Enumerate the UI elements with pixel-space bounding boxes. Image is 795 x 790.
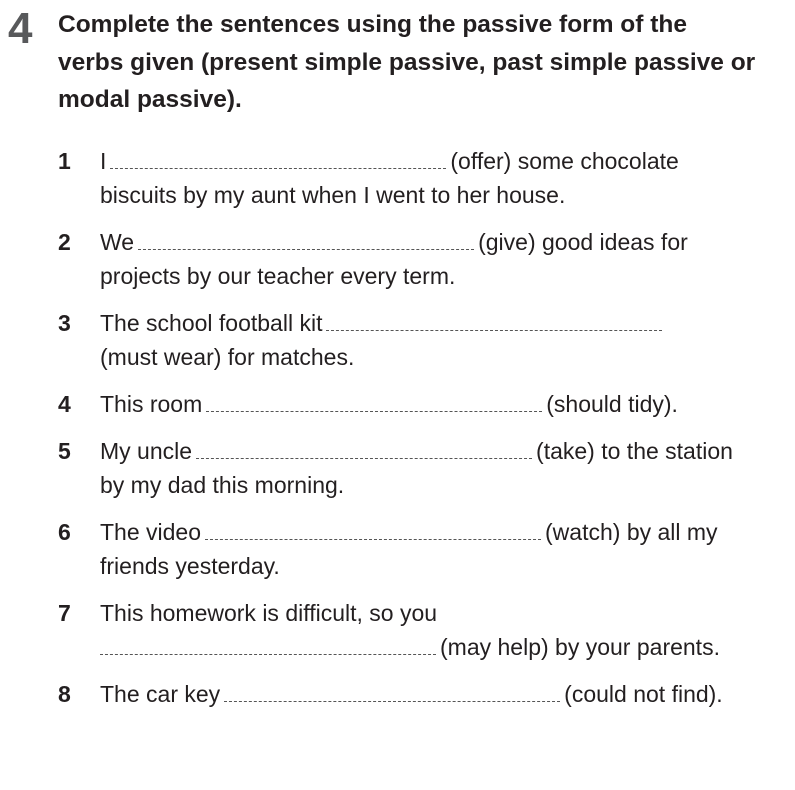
answer-blank[interactable]: [224, 681, 560, 702]
sentence-start: The school football kit: [100, 310, 323, 336]
list-item: [58, 306, 748, 374]
exercise-items: [58, 144, 758, 724]
verb-hint: (give): [478, 229, 536, 255]
verb-hint: (take): [536, 438, 595, 464]
answer-blank[interactable]: [100, 634, 436, 655]
sentence-start: The car key: [100, 681, 221, 707]
sentence-end: some chocolate biscuits by my aunt when I went to her house.: [100, 148, 679, 208]
item-number: 5: [58, 438, 71, 464]
item-number: 7: [58, 600, 71, 626]
exercise-number: 4: [8, 4, 33, 53]
sentence-start: My uncle: [100, 438, 193, 464]
item-number: 6: [58, 519, 71, 545]
answer-blank[interactable]: [205, 519, 541, 540]
sentence-end: to the station by my dad this morning.: [100, 438, 733, 498]
exercise-instruction: Complete the sentences using the passive form of the verbs given (present simple passive, past simple passive or modal passive).: [58, 11, 756, 113]
sentence-start: This room: [100, 391, 203, 417]
verb-hint: (watch): [545, 519, 621, 545]
answer-blank[interactable]: [138, 229, 474, 250]
list-item: [58, 677, 748, 711]
list-item: [58, 144, 748, 212]
answer-blank[interactable]: [196, 438, 532, 459]
sentence-start: We: [100, 229, 135, 255]
list-item: [58, 225, 748, 293]
item-number: 8: [58, 681, 71, 707]
list-item: [58, 596, 748, 664]
sentence-start: This homework is difficult, so you: [100, 600, 438, 626]
verb-hint: (offer): [450, 148, 512, 174]
answer-blank[interactable]: [326, 310, 662, 331]
list-item: [58, 515, 748, 583]
item-number: 2: [58, 229, 71, 255]
sentence-start: I: [100, 148, 107, 174]
sentence-end: find).: [671, 681, 723, 707]
list-item: [58, 387, 748, 421]
answer-blank[interactable]: [206, 391, 542, 412]
verb-hint: (must wear): [100, 344, 222, 370]
answer-blank[interactable]: [110, 148, 446, 169]
sentence-end: by your parents.: [555, 634, 720, 660]
list-item: [58, 434, 748, 502]
verb-hint: (should tidy).: [546, 391, 678, 417]
verb-hint: (could not: [564, 681, 666, 707]
item-number: 3: [58, 310, 71, 336]
sentence-start: The video: [100, 519, 202, 545]
sentence-end: good ideas for projects by our teacher every term.: [100, 229, 688, 289]
item-number: 1: [58, 148, 71, 174]
sentence-end: by all my friends yesterday.: [100, 519, 718, 579]
item-number: 4: [58, 391, 71, 417]
sentence-end: for matches.: [227, 344, 355, 370]
verb-hint: (may help): [440, 634, 549, 660]
